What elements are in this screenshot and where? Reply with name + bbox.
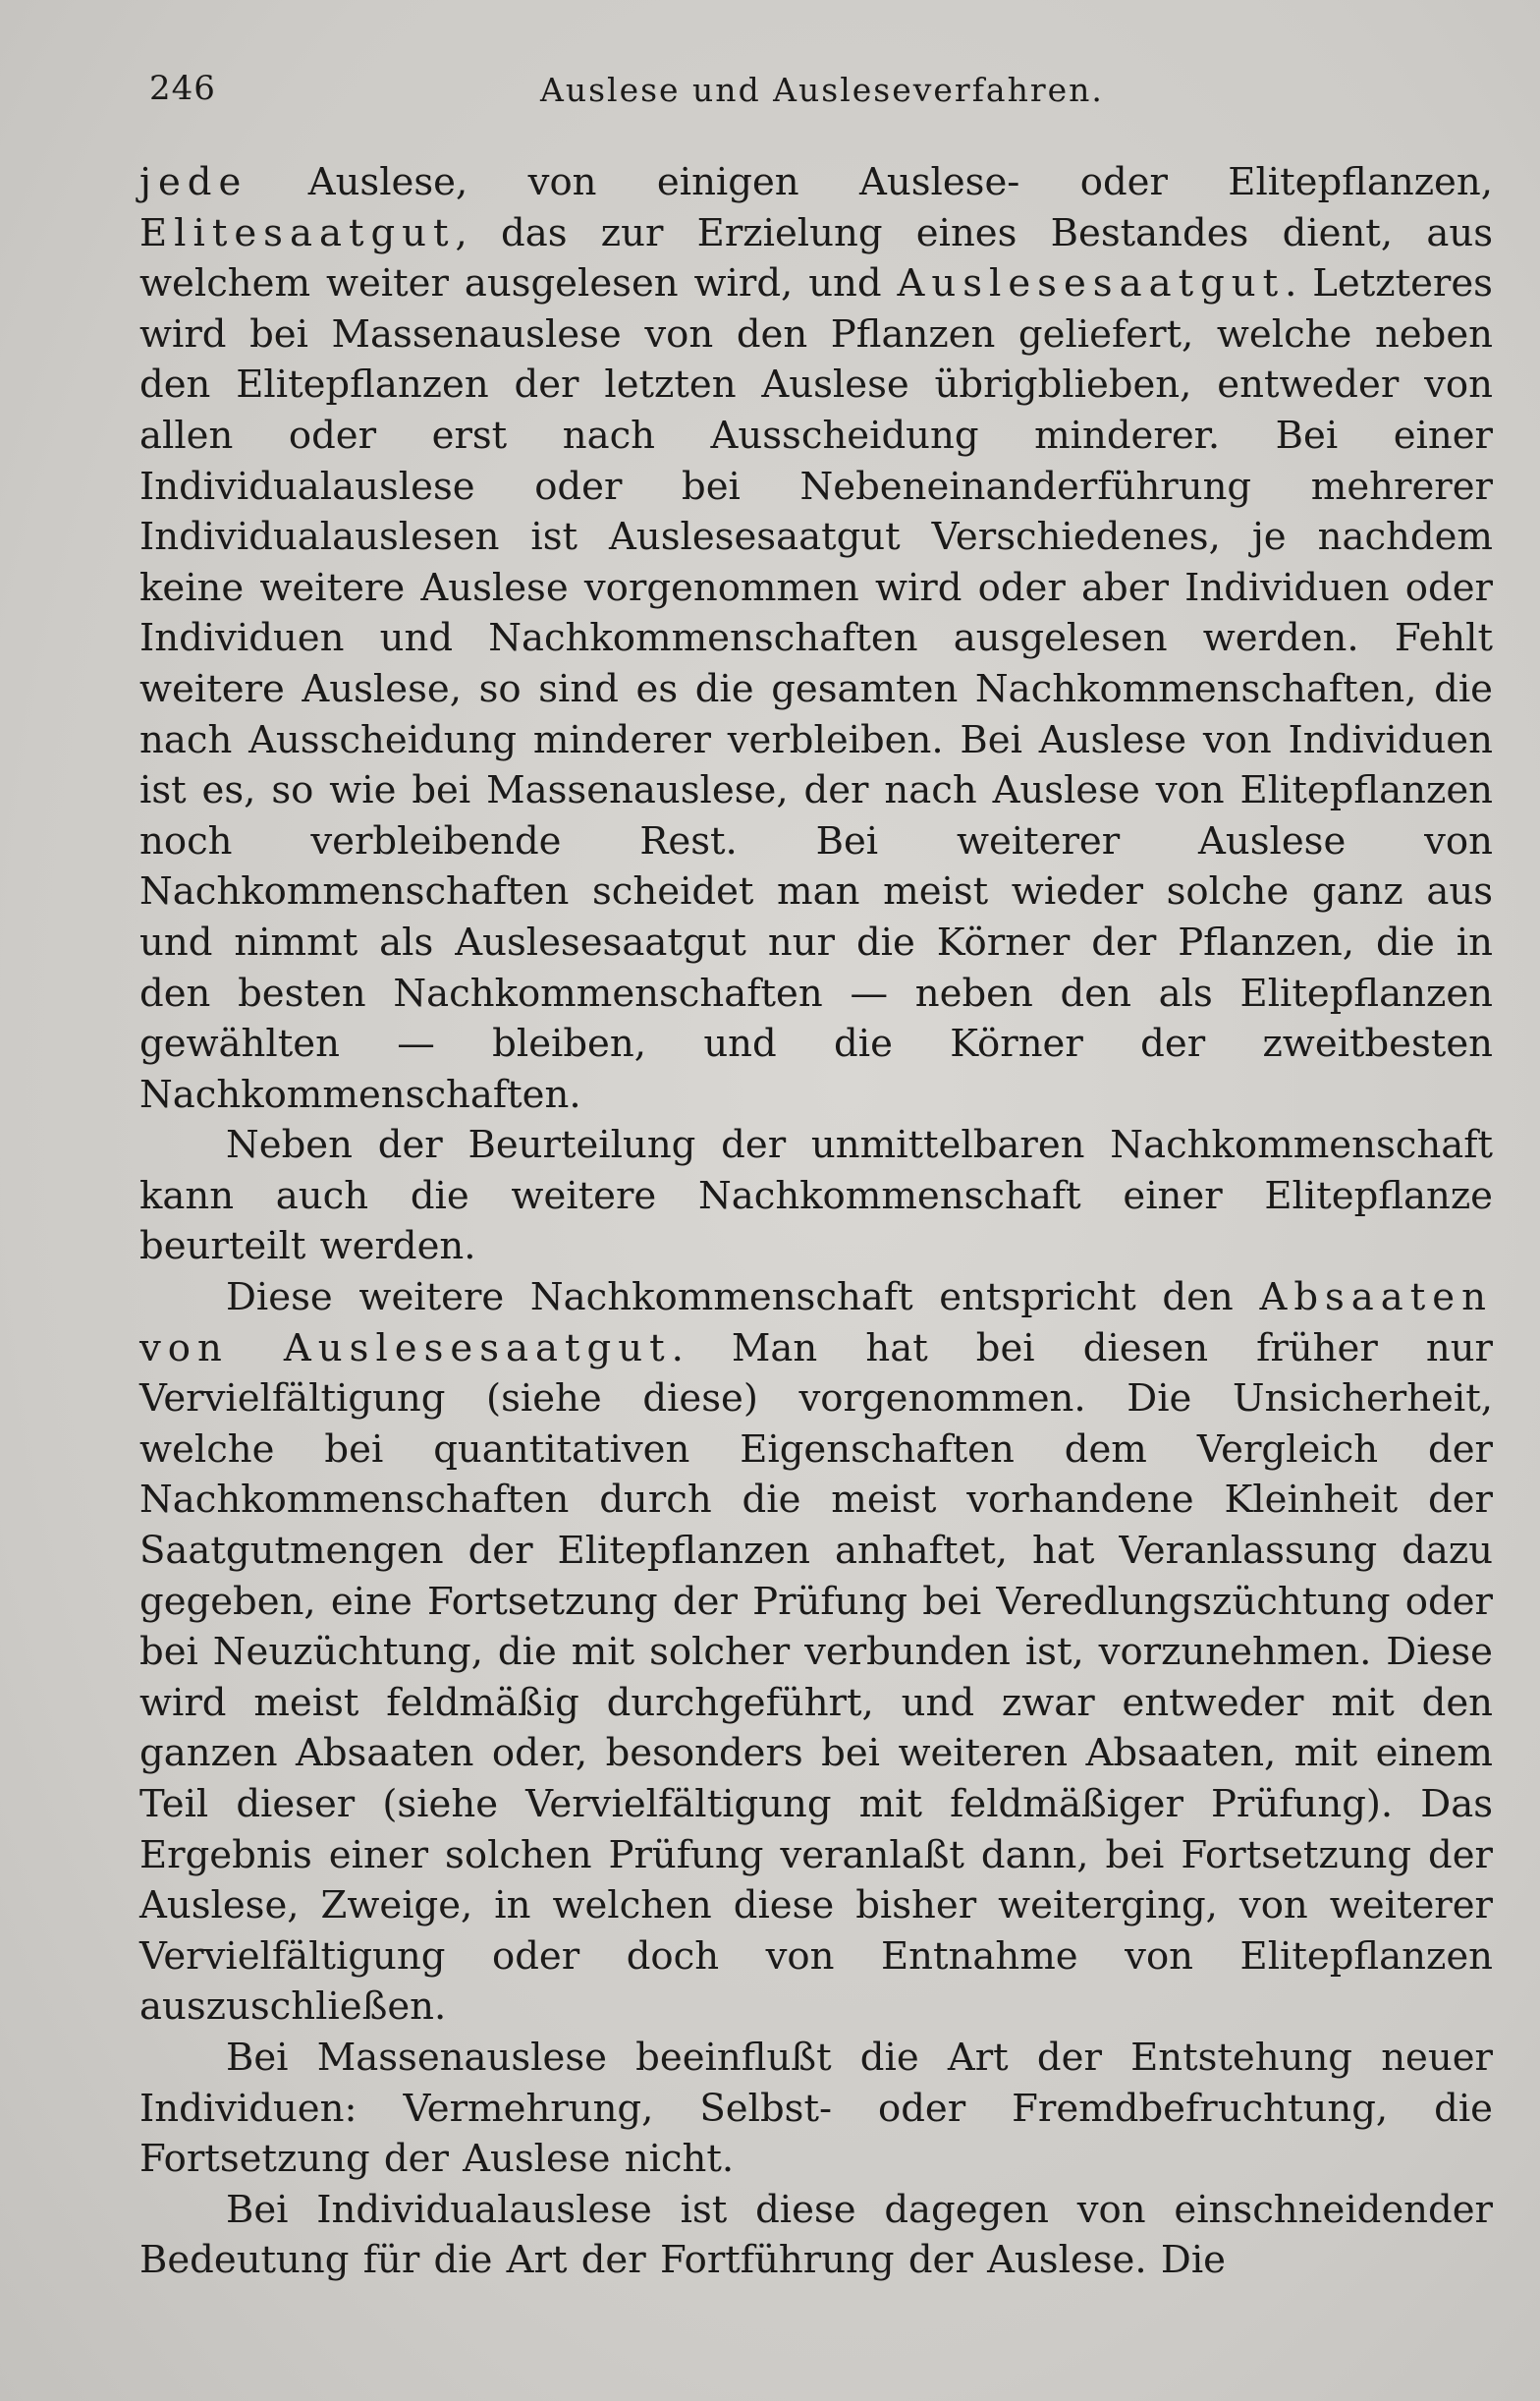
emphasized-text: Absaaten von Auslesesaatgut <box>139 1275 1493 1370</box>
page-header <box>138 61 1493 120</box>
text-run: , das zur Erzielung eines Bestandes dient, aus welchem weiter ausgelesen wird, und <box>139 210 1493 307</box>
text-run: Neben der Beurteilung der unmittelbaren Nachkommenschaft kann auch die weitere Nachkommenschaft einer Elitepflanze beurteilt werden. <box>139 1123 1493 1269</box>
emphasized-text: Auslesesaatgut <box>897 261 1286 307</box>
emphasized-text: Elitesaatgut <box>139 210 456 255</box>
text-run: Bei Massenauslese beeinflußt die Art der Entstehung neuer Individuen: Vermehrung, Selbst- oder Fremdbefruchtung, die Fortsetzung der Auslese nicht. <box>139 2035 1493 2182</box>
text-run: . Letzteres wird bei Massenauslese von den Pflanzen geliefert, welche neben den Elitepflanzen der letzten Auslese übrigblieben, entweder von allen oder erst nach Ausscheidung minderer. Bei einer Individualauslese oder bei Nebeneinanderführung mehrerer Individualauslesen ist Auslesesaatgut Verschiedenes, je nachdem keine weitere Auslese vorgenommen wird oder aber Individuen oder Individuen und Nachkommenschaften ausgelesen werden. Fehlt weitere Auslese, so sind es die gesamten Nachkommenschaften, die nach Ausscheidung minderer verbleiben. Bei Auslese von Individuen ist es, so wie bei Massenauslese, der nach Auslese von Elitepflanzen noch verbleibende Rest. Bei weiterer Auslese von Nachkommenschaften scheidet man meist wieder solche ganz aus und nimmt als Auslesesaatgut nur die Körner der Pflanzen, die in den besten Nachkommenschaften — neben den als Elitepflanzen gewählten — bleiben, und die Körner der zweitbesten Nachkommenschaften. <box>139 261 1493 1117</box>
page-number: 246 <box>149 69 216 108</box>
paragraph <box>139 1272 1493 2033</box>
text-run: . Man hat bei diesen früher nur Vervielfältigung (siehe diese) vorgenommen. Die Unsicherheit, welche bei quantitativen Eigenschaften dem Vergleich der Nachkommenschaften durch die meist vorhandene Kleinheit der Saatgutmengen der Elitepflanzen anhaftet, hat Veranlassung dazu gegeben, eine Fortsetzung der Prüfung bei Veredlungszüchtung oder bei Neuzüchtung, die mit solcher verbunden ist, vorzunehmen. Diese wird meist feldmäßig durchgeführt, und zwar entweder mit den ganzen Absaaten oder, besonders bei weiteren Absaaten, mit einem Teil dieser (siehe Vervielfältigung mit feldmäßiger Prüfung). Das Ergebnis einer solchen Prüfung veranlaßt dann, bei Fortsetzung der Auslese, Zweige, in welchen diese bisher weiterging, von weiterer Vervielfältigung oder doch von Entnahme von Elitepflanzen auszuschließen. <box>139 1325 1493 2030</box>
text-run: Diese weitere Nachkommenschaft entspricht den <box>226 1275 1260 1320</box>
paragraph <box>139 1120 1493 1272</box>
text-run: Auslese, von einigen Auslese- oder Elitepflanzen, <box>248 160 1493 204</box>
paragraph <box>139 2033 1493 2185</box>
text-run: Bei Individualauslese ist diese dagegen von einschneidender Bedeutung für die Art der Fortführung der Auslese. Die <box>139 2187 1493 2283</box>
paragraph <box>139 2185 1493 2286</box>
paragraph <box>139 157 1493 1120</box>
emphasized-text: jede <box>139 160 248 204</box>
running-title: Auslese und Ausleseverfahren. <box>540 71 1104 109</box>
body-text <box>139 157 1493 2286</box>
